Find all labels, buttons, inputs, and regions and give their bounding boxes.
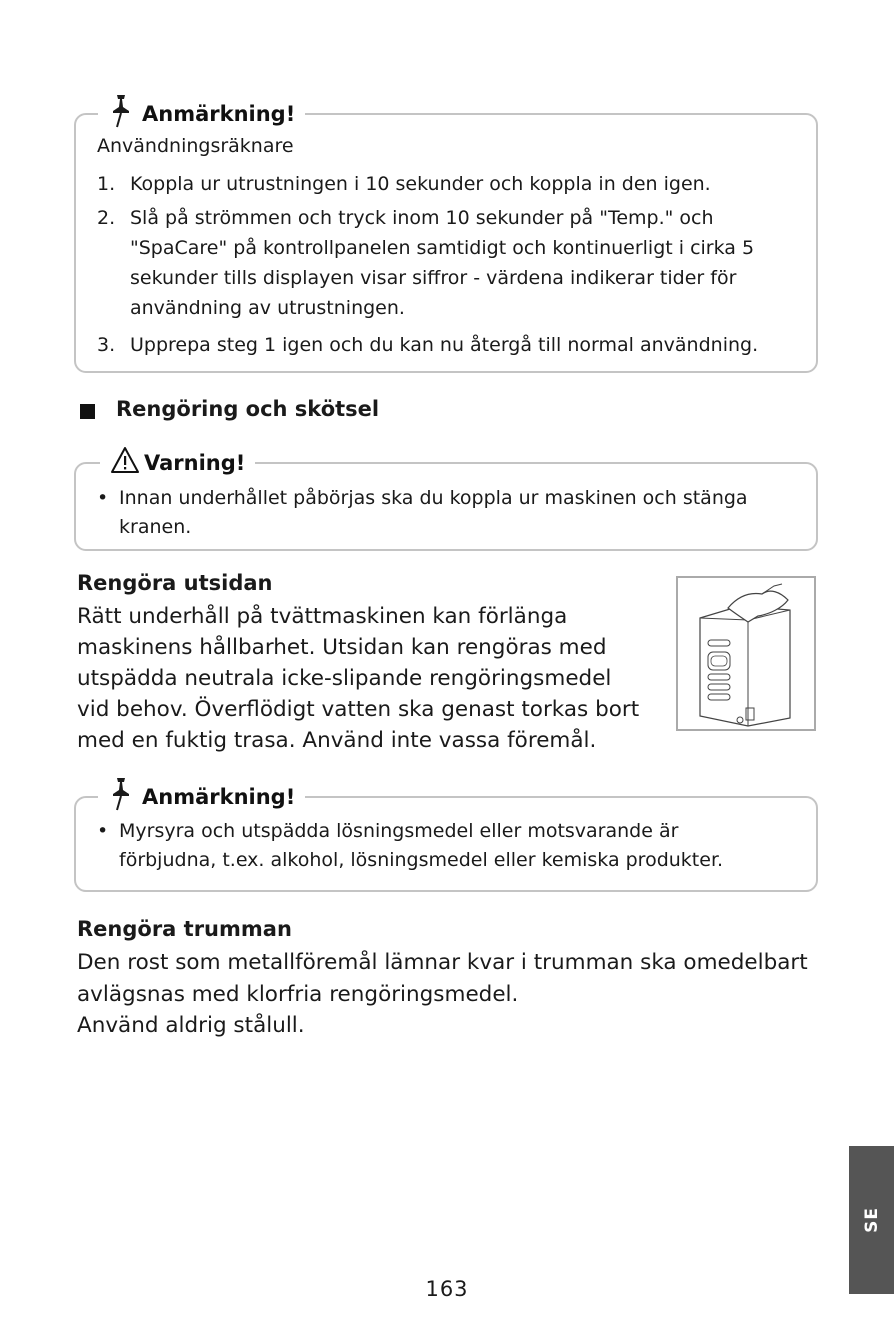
- section-title: Rengöring och skötsel: [116, 397, 380, 421]
- warning-title: [100, 446, 255, 479]
- note-title-text: Anmärkning!: [142, 101, 296, 126]
- language-tab-label: SE: [861, 1207, 882, 1233]
- washing-machine-cleaning-illustration: [676, 576, 816, 731]
- note-title-text: Anmärkning!: [142, 784, 296, 809]
- step-2-line-4: användning av utrustningen.: [130, 297, 405, 319]
- note2-bullet: •: [97, 820, 109, 842]
- drum-line-2: avlägsnas med klorfria rengöringsmedel.: [77, 982, 519, 1007]
- outside-heading: Rengöra utsidan: [77, 571, 273, 595]
- step-3-line: Upprepa steg 1 igen och du kan nu återgå till normal användning.: [130, 334, 759, 356]
- step-1-line: Koppla ur utrustningen i 10 sekunder och koppla in den igen.: [130, 173, 711, 195]
- page-number: 163: [425, 1277, 469, 1301]
- step-number-3: 3.: [97, 334, 116, 356]
- note-title-2: [98, 776, 305, 817]
- outside-line-3: utspädda neutrala icke-slipande rengöringsmedel: [77, 666, 612, 691]
- drum-line-1: Den rost som metallföremål lämnar kvar i trumman ska omedelbart: [77, 950, 808, 975]
- warning-bullet: •: [97, 487, 109, 509]
- outside-line-1: Rätt underhåll på tvättmaskinen kan förlänga: [77, 604, 568, 629]
- pushpin-icon: [108, 776, 134, 817]
- step-2-line-1: Slå på strömmen och tryck inom 10 sekunder på "Temp." och: [130, 207, 714, 229]
- square-bullet-icon: [80, 404, 95, 419]
- outside-line-2: maskinens hållbarhet. Utsidan kan rengöras med: [77, 635, 607, 660]
- step-2-line-3: sekunder tills displayen visar siffror - värdena indikerar tider för: [130, 267, 737, 289]
- note-title-1: [98, 93, 305, 134]
- drum-heading: Rengöra trumman: [77, 917, 292, 941]
- step-number-1: 1.: [97, 173, 116, 195]
- outside-line-4: vid behov. Överflödigt vatten ska genast torkas bort: [77, 697, 640, 722]
- step-number-2: 2.: [97, 207, 116, 229]
- warning-line-1: Innan underhållet påbörjas ska du koppla ur maskinen och stänga: [119, 487, 748, 509]
- language-tab: [849, 1146, 894, 1294]
- warning-title-text: Varning!: [144, 450, 246, 475]
- pushpin-icon: [108, 93, 134, 134]
- warning-line-2: kranen.: [119, 516, 192, 538]
- note2-line-1: Myrsyra och utspädda lösningsmedel eller motsvarande är: [119, 820, 679, 842]
- note2-line-2: förbjudna, t.ex. alkohol, lösningsmedel eller kemiska produkter.: [119, 849, 724, 871]
- note-subtitle: Användningsräknare: [97, 135, 294, 157]
- drum-line-3: Använd aldrig stålull.: [77, 1013, 305, 1038]
- warning-triangle-icon: [110, 446, 140, 479]
- outside-line-5: med en fuktig trasa. Använd inte vassa föremål.: [77, 728, 597, 753]
- step-2-line-2: "SpaCare" på kontrollpanelen samtidigt och kontinuerligt i cirka 5: [130, 237, 755, 259]
